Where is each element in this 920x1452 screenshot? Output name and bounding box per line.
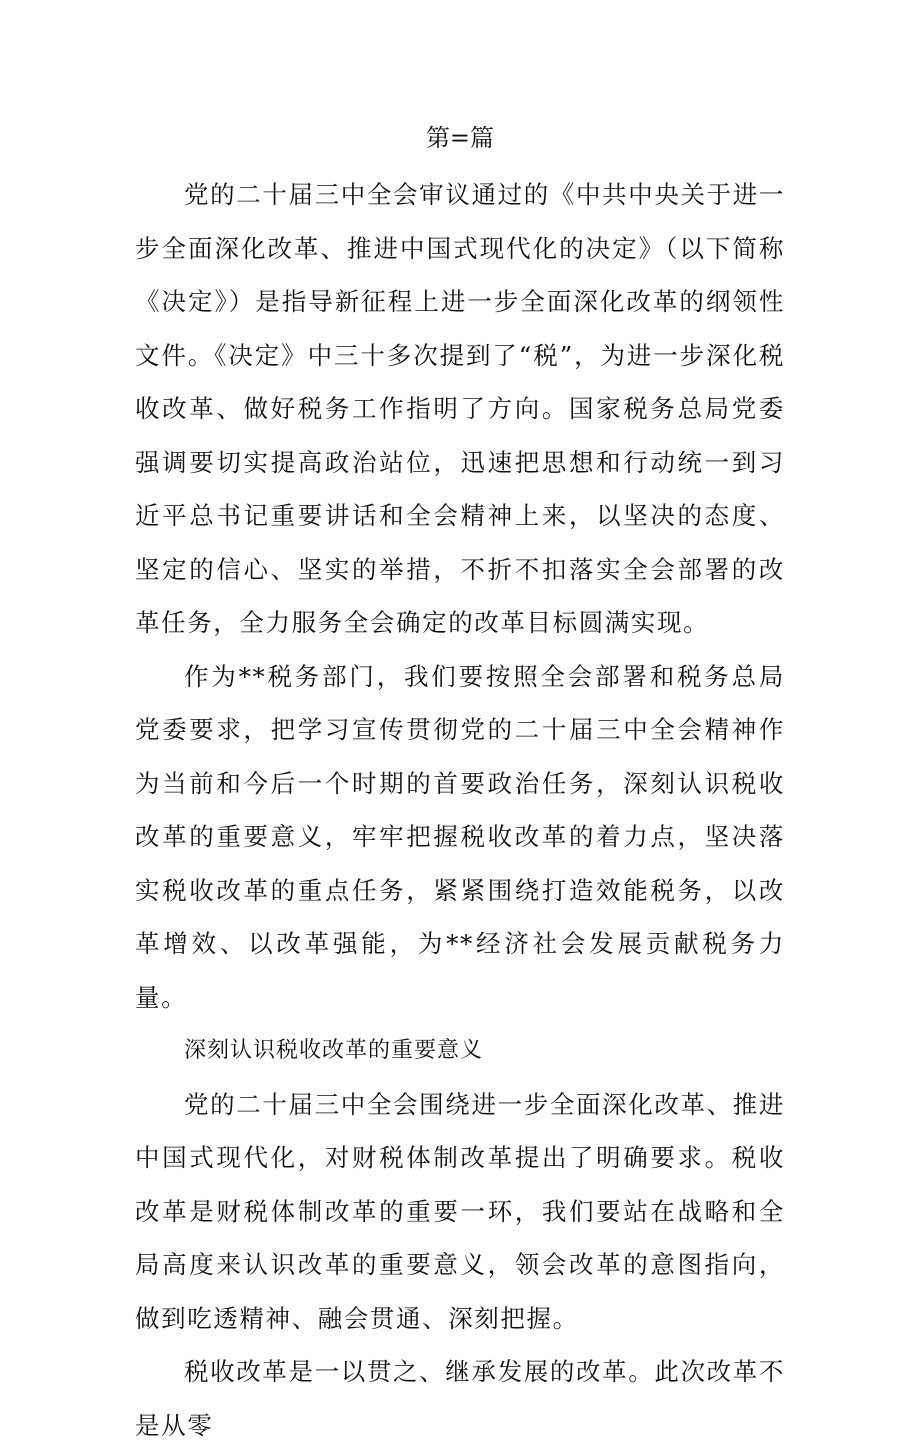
paragraph-department: 作为**税务部门，我们要按照全会部署和税务总局党委要求，把学习宣传贯彻党的二十届三中全会精神作为当前和今后一个时期的首要政治任务，深刻认识税收改革的重要意义，牢牢把握税收改革的着力点，坚决落实税收改革的重点任务，紧紧围绕打造效能税务，以改革增效、以改革强能，为**经济社会发展贡献税务力量。 <box>135 661 785 1012</box>
document-body <box>135 168 785 1452</box>
paragraph-section-1: 党的二十届三中全会围绕进一步全面深化改革、推进中国式现代化，对财税体制改革提出了明确要求。税收改革是财税体制改革的重要一环，我们要站在战略和全局高度来认识改革的重要意义，领会改革的意图指向，做到吃透精神、融会贯通、深刻把握。 <box>135 1089 785 1333</box>
section-heading: 深刻认识税收改革的重要意义 <box>184 1038 484 1063</box>
paragraph-section-2: 税收改革是一以贯之、继承发展的改革。此次改革不是从零 <box>135 1357 785 1440</box>
document-title: 第=篇 <box>425 124 495 152</box>
paragraph-intro: 党的二十届三中全会审议通过的《中共中央关于进一步全面深化改革、推进中国式现代化的决定》（以下简称《决定》）是指导新征程上进一步全面深化改革的纲领性文件。《决定》中三十多次提到了“税”，为进一步深化税收改革、做好税务工作指明了方向。国家税务总局党委强调要切实提高政治站位，迅速把思想和行动统一到习近平总书记重要讲话和全会精神上来，以坚决的态度、坚定的信心、坚实的举措，不折不扣落实全会部署的改革任务，全力服务全会确定的改革目标圆满实现。 <box>135 180 785 637</box>
